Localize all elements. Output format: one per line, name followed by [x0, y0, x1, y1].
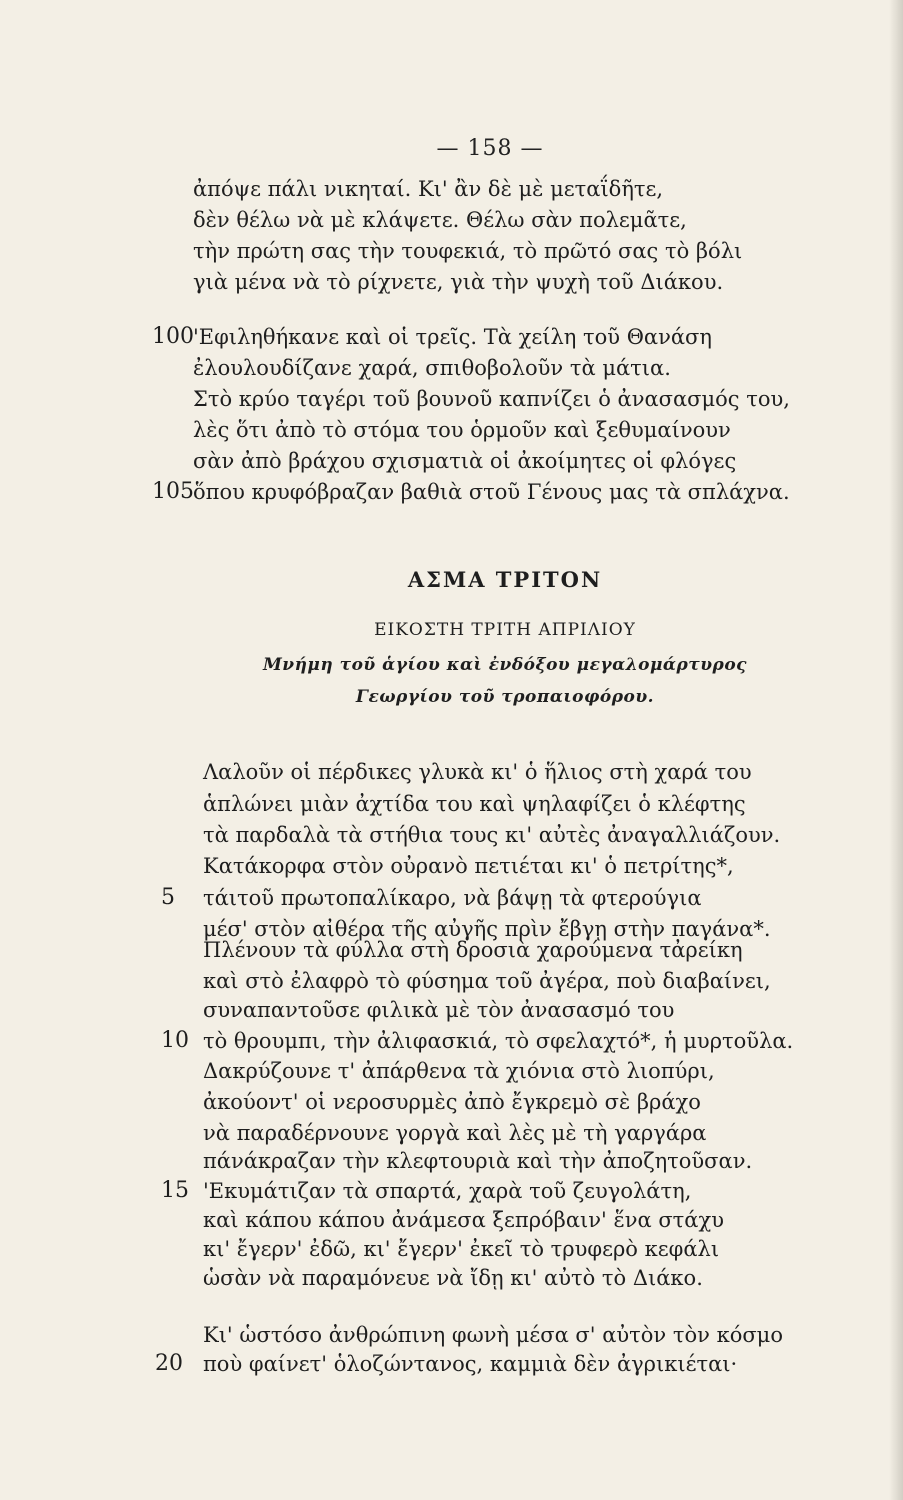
verse-line: Δακρύζουνε τ' ἀπάρθενα τὰ χιόνια στὸ λιοπύρι, [203, 1059, 715, 1083]
line-number: 10 [161, 1028, 189, 1053]
verse-line: συναπαντοῦσε φιλικὰ μὲ τὸν ἀνασασμό του [203, 998, 675, 1022]
canto-title: ΑΣΜΑ ΤΡΙΤΟΝ [407, 567, 603, 592]
verse-line: τὴν πρώτη σας τὴν τουφεκιά, τὸ πρῶτό σας τὸ βόλι [193, 239, 743, 263]
verse-line: Κι' ὡστόσο ἀνθρώπινη φωνὴ μέσα σ' αὐτὸν τὸν κόσμο [203, 1323, 783, 1347]
verse-line: 'Εφιληθήκανε καὶ οἱ τρεῖς. Τὰ χείλη τοῦ Θανάση [193, 325, 712, 349]
verse-line: 'Εκυμάτιζαν τὰ σπαρτά, χαρὰ τοῦ ζευγολάτη, [203, 1179, 692, 1203]
verse-line: ἀκούοντ' οἱ νεροσυρμὲς ἀπὸ ἔγκρεμὸ σὲ βράχο [203, 1090, 701, 1114]
canto-dedication-line: Μνήμη τοῦ ἁγίου καὶ ἐνδόξου μεγαλομάρτυρος [262, 655, 748, 675]
line-number: 100 [152, 324, 194, 349]
verse-line: μέσ' στὸν αἰθέρα τῆς αὐγῆς πρὶν ἔβγῃ στὴν παγάνα*. [203, 917, 771, 941]
verse-line: δὲν θέλω νὰ μὲ κλάψετε. Θέλω σὰν πολεμᾶτε, [193, 208, 687, 232]
verse-line: Στὸ κρύο ταγέρι τοῦ βουνοῦ καπνίζει ὁ ἀνασασμός του, [193, 387, 790, 411]
verse-line: Πλένουν τὰ φύλλα στὴ δροσιὰ χαρούμενα τἀρείκη [203, 938, 743, 962]
canto-dedication-line: Γεωργίου τοῦ τροπαιοφόρου. [355, 687, 655, 707]
verse-line: τὸ θρουμπι, τὴν ἀλιφασκιά, τὸ σφελαχτό*, ἡ μυρτοῦλα. [203, 1029, 794, 1053]
verse-line: Λαλοῦν οἱ πέρδικες γλυκὰ κι' ὁ ἥλιος στὴ χαρά του [203, 760, 752, 784]
line-number: 5 [161, 885, 175, 910]
verse-line: ἁπλώνει μιὰν ἀχτίδα του καὶ ψηλαφίζει ὁ κλέφτης [203, 792, 746, 816]
canto-date: ΕΙΚΟΣΤΗ ΤΡΙΤΗ ΑΠΡΙΛΙΟΥ [374, 620, 636, 640]
verse-line: σὰν ἀπὸ βράχου σχισματιὰ οἱ ἀκοίμητες οἱ φλόγες [193, 449, 737, 473]
verse-line: τάιτοῦ πρωτοπαλίκαρο, νὰ βάψῃ τὰ φτερούγια [203, 886, 702, 910]
page-edge-shadow [889, 0, 903, 1500]
verse-line: ὅπου κρυφόβραζαν βαθιὰ στοῦ Γένους μας τὰ σπλάχνα. [193, 480, 790, 504]
verse-line: κι' ἔγερν' ἐδῶ, κι' ἔγερν' ἐκεῖ τὸ τρυφερὸ κεφάλι [203, 1237, 720, 1261]
verse-line: πάνάκραζαν τὴν κλεφτουριὰ καὶ τὴν ἀποζητοῦσαν. [203, 1149, 753, 1173]
verse-line: γιὰ μένα νὰ τὸ ρίχνετε, γιὰ τὴν ψυχὴ τοῦ Διάκου. [193, 270, 724, 294]
verse-line: καὶ στὸ ἐλαφρὸ τὸ φύσημα τοῦ ἀγέρα, ποὺ διαβαίνει, [203, 969, 771, 993]
verse-line: νὰ παραδέρνουνε γοργὰ καὶ λὲς μὲ τὴ γαργάρα [203, 1121, 707, 1145]
verse-line: ἐλουλουδίζανε χαρά, σπιθοβολοῦν τὰ μάτια. [193, 356, 671, 380]
verse-line: καὶ κάπου κάπου ἀνάμεσα ξεπρόβαιν' ἕνα στάχυ [203, 1208, 724, 1232]
line-number: 20 [155, 1351, 183, 1376]
verse-line: ἀπόψε πάλι νικηταί. Κι' ἂν δὲ μὲ μεταΐδῆτε, [193, 177, 664, 201]
verse-line: λὲς ὅτι ἀπὸ τὸ στόμα του ὁρμοῦν καὶ ξεθυμαίνουν [193, 418, 731, 442]
verse-line: τὰ παρδαλὰ τὰ στήθια τους κι' αὐτὲς ἀναγαλλιάζουν. [203, 823, 781, 847]
line-number: 15 [161, 1178, 189, 1203]
verse-line: ποὺ φαίνετ' ὁλοζώντανος, καμμιὰ δὲν ἀγρικιέται· [203, 1352, 738, 1376]
verse-line: ὡσὰν νὰ παραμόνευε νὰ ἴδῃ κι' αὐτὸ τὸ Διάκο. [203, 1266, 703, 1290]
verse-line: Κατάκορφα στὸν οὐρανὸ πετιέται κι' ὁ πετρίτης*, [203, 854, 734, 878]
page-number: — 158 — [436, 136, 544, 161]
line-number: 105 [152, 479, 194, 504]
